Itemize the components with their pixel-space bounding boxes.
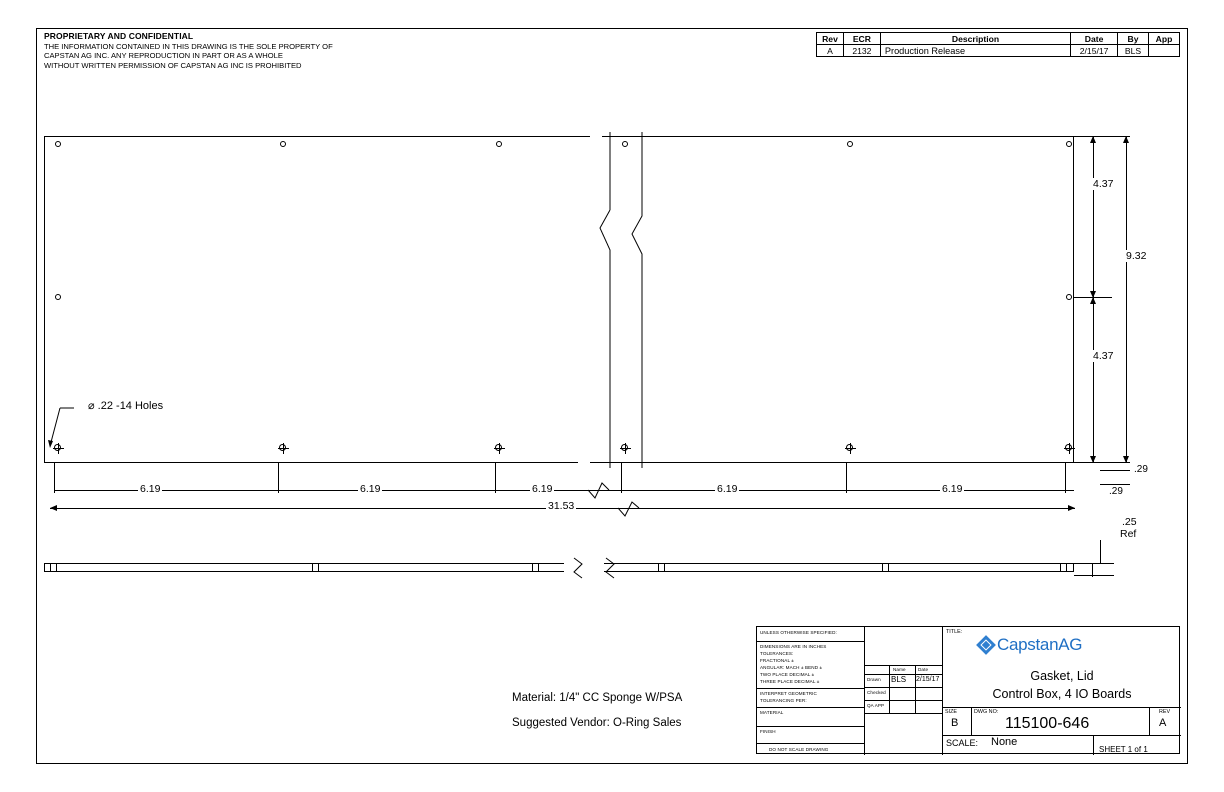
dim-overall-arrow-right — [1068, 505, 1075, 511]
dim-thickness-leader — [1100, 540, 1101, 564]
dim-overall-break-icon — [618, 500, 646, 518]
revision-header-description: Description — [880, 33, 1070, 45]
revision-header-rev: Rev — [817, 33, 844, 45]
rev-label: REV — [1159, 709, 1171, 715]
sig-date-drawn: 2/15/17 — [916, 676, 940, 683]
dim-tick-3 — [495, 463, 496, 493]
hole-top-2 — [280, 141, 286, 147]
rev-value: A — [1159, 717, 1167, 729]
dim-tick-2 — [278, 463, 279, 493]
tol-divider-5 — [757, 743, 865, 744]
hole-top-6 — [1066, 141, 1072, 147]
gasket-bottom-edge-left — [44, 462, 578, 463]
edge-view-right-cap — [1073, 563, 1074, 572]
dim-tick-6 — [1065, 463, 1066, 493]
gasket-edge-view — [44, 560, 1074, 574]
tol-line-3: FRACTIONAL ± — [760, 658, 794, 663]
title-col-divider-sheet — [1093, 735, 1094, 755]
hole-bottom-3 — [495, 444, 502, 451]
dim-vertical-lower-text: 4.37 — [1093, 350, 1114, 362]
revision-cell-description: Production Release — [880, 45, 1070, 57]
revision-cell-date: 2/15/17 — [1071, 45, 1118, 57]
revision-header-ecr: ECR — [843, 33, 880, 45]
sig-role-checked: Checked — [867, 690, 886, 695]
dim-vertical-upper-line — [1093, 136, 1094, 297]
drawing-title-line-1: Gasket, Lid — [1030, 669, 1094, 683]
edge-tick-11 — [1060, 563, 1061, 572]
dim-tick-5 — [846, 463, 847, 493]
sig-col-divider-2 — [915, 665, 916, 713]
drawing-title-line-2: Control Box, 4 IO Boards — [992, 687, 1132, 701]
sig-divider-3 — [865, 700, 943, 701]
title-col-divider-size — [971, 707, 972, 735]
edge-view-bottom-right — [604, 571, 1074, 572]
capstanag-logo — [979, 635, 1082, 655]
edge-view-left-cap — [44, 563, 45, 572]
tol-line-2: TOLERANCES: — [760, 651, 794, 656]
edge-view-top-right — [604, 563, 1074, 564]
hole-bottom-2 — [279, 444, 286, 451]
gasket-left-edge — [44, 136, 45, 463]
unless-specified-label: UNLESS OTHERWISE SPECIFIED: — [760, 630, 837, 635]
hole-top-4 — [622, 141, 628, 147]
dim-vertical-lower-line — [1093, 297, 1094, 462]
sig-name-drawn: BLS — [891, 675, 907, 684]
dim-thickness-text: .25 — [1122, 516, 1137, 528]
hole-bottom-5 — [846, 444, 853, 451]
dim-overall-arrow-left — [50, 505, 57, 511]
do-not-scale-label: DO NOT SCALE DRAWING — [769, 747, 829, 752]
sig-divider-2 — [865, 687, 943, 688]
revision-header-date: Date — [1071, 33, 1118, 45]
ext-line-top — [1074, 136, 1130, 137]
size-value: B — [951, 717, 959, 729]
title-block — [756, 626, 1180, 754]
tol-line-1: DIMENSIONS ARE IN INCHES — [760, 644, 827, 649]
edge-tick-4 — [318, 563, 319, 572]
dim-arrow-up-2 — [1123, 136, 1129, 143]
finish-label: FINISH — [760, 729, 776, 734]
hole-mid-right — [1066, 294, 1072, 300]
dim-segment-4: 6.19 — [717, 483, 738, 495]
dim-segment-5: 6.19 — [942, 483, 963, 495]
interpret-line-1: INTERPRET GEOMETRIC — [760, 691, 817, 696]
edge-view-break-icons — [560, 556, 640, 584]
break-line — [552, 132, 662, 472]
tol-divider-1 — [757, 641, 865, 642]
dim-thickness-ext-top — [1074, 563, 1114, 564]
revision-cell-rev: A — [817, 45, 844, 57]
interpret-line-2: TOLERANCING PER: — [760, 698, 807, 703]
sig-col-divider-1 — [889, 665, 890, 713]
sig-header-name: Name — [893, 667, 906, 672]
dim-chain-line — [54, 490, 1074, 491]
scale-value: None — [991, 736, 1018, 748]
sig-role-qaapp: QA APP — [867, 703, 885, 708]
revision-cell-ecr: 2132 — [843, 45, 880, 57]
edge-view-bottom-left — [44, 571, 564, 572]
dim-tick-1 — [54, 463, 55, 493]
title-col-divider-rev — [1149, 707, 1150, 735]
sig-header-date: Date — [918, 667, 929, 672]
sig-divider-header — [865, 665, 943, 666]
dim-vertical-upper-text: 4.37 — [1093, 178, 1114, 190]
proprietary-line-3: WITHOUT WRITTEN PERMISSION OF CAPSTAN AG INC IS PROHIBITED — [44, 60, 302, 70]
revision-header-row — [817, 33, 1180, 45]
hole-top-1 — [55, 141, 61, 147]
tol-line-5: TWO PLACE DECIMAL ± — [760, 672, 815, 677]
gasket-top-edge-right — [602, 136, 1074, 137]
edge-tick-12 — [1066, 563, 1067, 572]
hole-mid-left — [55, 294, 61, 300]
hole-bottom-6 — [1065, 444, 1072, 451]
tol-line-4: ANGULAR: MACH ± BEND ± — [760, 665, 823, 670]
title-right-area — [943, 627, 1181, 755]
dim-arrow-up-1 — [1090, 136, 1096, 143]
dim-vertical-overall-line — [1126, 136, 1127, 462]
logo-text-capstan: Capstan — [997, 635, 1059, 654]
vendor-note: Suggested Vendor: O-Ring Sales — [512, 717, 682, 729]
hole-top-3 — [496, 141, 502, 147]
tol-line-6: THREE PLACE DECIMAL ± — [760, 679, 820, 684]
revision-table — [816, 32, 1180, 57]
ext-line-bottom — [1074, 462, 1130, 463]
dim-tick-4 — [621, 463, 622, 493]
edge-tick-3 — [312, 563, 313, 572]
tol-divider-3 — [757, 707, 865, 708]
tol-divider-2 — [757, 688, 865, 689]
title-label: TITLE: — [946, 629, 963, 635]
proprietary-note — [44, 32, 464, 70]
dim-edge-offset-line-1 — [1100, 470, 1130, 471]
revision-cell-by: BLS — [1118, 45, 1149, 57]
dim-edge-offset-line-2 — [1100, 484, 1130, 485]
size-label: SIZE — [945, 709, 957, 715]
dwgno-value: 115100-646 — [1005, 715, 1090, 732]
proprietary-heading: PROPRIETARY AND CONFIDENTIAL — [44, 31, 194, 41]
tolerance-column — [757, 627, 865, 755]
tol-divider-4 — [757, 726, 865, 727]
dim-overall-text: 31.53 — [548, 500, 575, 512]
edge-tick-6 — [538, 563, 539, 572]
gasket-plan-view — [44, 136, 1074, 463]
sig-divider-4 — [865, 713, 943, 714]
edge-tick-7 — [658, 563, 659, 572]
hole-bottom-4 — [621, 444, 628, 451]
edge-tick-5 — [532, 563, 533, 572]
proprietary-line-1: THE INFORMATION CONTAINED IN THIS DRAWING IS THE SOLE PROPERTY OF — [44, 41, 333, 51]
dim-segment-3: 6.19 — [532, 483, 553, 495]
revision-header-by: By — [1118, 33, 1149, 45]
dim-segment-1: 6.19 — [140, 483, 161, 495]
title-divider-2 — [943, 735, 1181, 736]
hole-note-label: ⌀ .22 -14 Holes — [88, 400, 164, 412]
edge-view-top-left — [44, 563, 564, 564]
scale-label: SCALE: — [946, 738, 979, 748]
revision-header-app: App — [1149, 33, 1180, 45]
dim-thickness-ref-text: Ref — [1120, 528, 1137, 540]
proprietary-line-2: CAPSTAN AG INC. ANY REPRODUCTION IN PART OR AS A WHOLE — [44, 51, 283, 61]
dim-arrow-down-2 — [1123, 456, 1129, 463]
dim-segment-2: 6.19 — [360, 483, 381, 495]
hole-top-5 — [847, 141, 853, 147]
material-note: Material: 1/4" CC Sponge W/PSA — [512, 692, 683, 704]
sig-role-drawn: Drawn — [867, 677, 881, 682]
dim-arrow-down-3 — [1090, 456, 1096, 463]
edge-tick-10 — [888, 563, 889, 572]
revision-cell-app — [1149, 45, 1180, 57]
dim-chain-break-icon — [588, 481, 614, 499]
edge-tick-1 — [50, 563, 51, 572]
revision-row — [817, 45, 1180, 57]
edge-tick-9 — [882, 563, 883, 572]
edge-tick-8 — [664, 563, 665, 572]
dim-vertical-overall-text: 9.32 — [1126, 250, 1147, 262]
material-label: MATERIAL — [760, 710, 784, 715]
sheet-text: SHEET 1 of 1 — [1099, 745, 1148, 754]
gasket-right-edge — [1073, 136, 1074, 463]
dim-edge-offset-bottom: .29 — [1109, 486, 1123, 497]
gasket-top-edge-left — [44, 136, 590, 137]
gasket-bottom-edge-right — [590, 462, 1074, 463]
edge-tick-2 — [56, 563, 57, 572]
dim-arrow-up-3 — [1090, 297, 1096, 304]
title-divider-1 — [943, 707, 1181, 708]
dwgno-label: DWG NO: — [974, 709, 999, 715]
dim-edge-offset-top: .29 — [1134, 464, 1148, 475]
logo-text-ag: AG — [1058, 635, 1083, 654]
dim-thickness-ext-bottom — [1074, 575, 1114, 576]
signature-grid — [865, 627, 943, 755]
diamond-logo-icon — [976, 635, 996, 655]
